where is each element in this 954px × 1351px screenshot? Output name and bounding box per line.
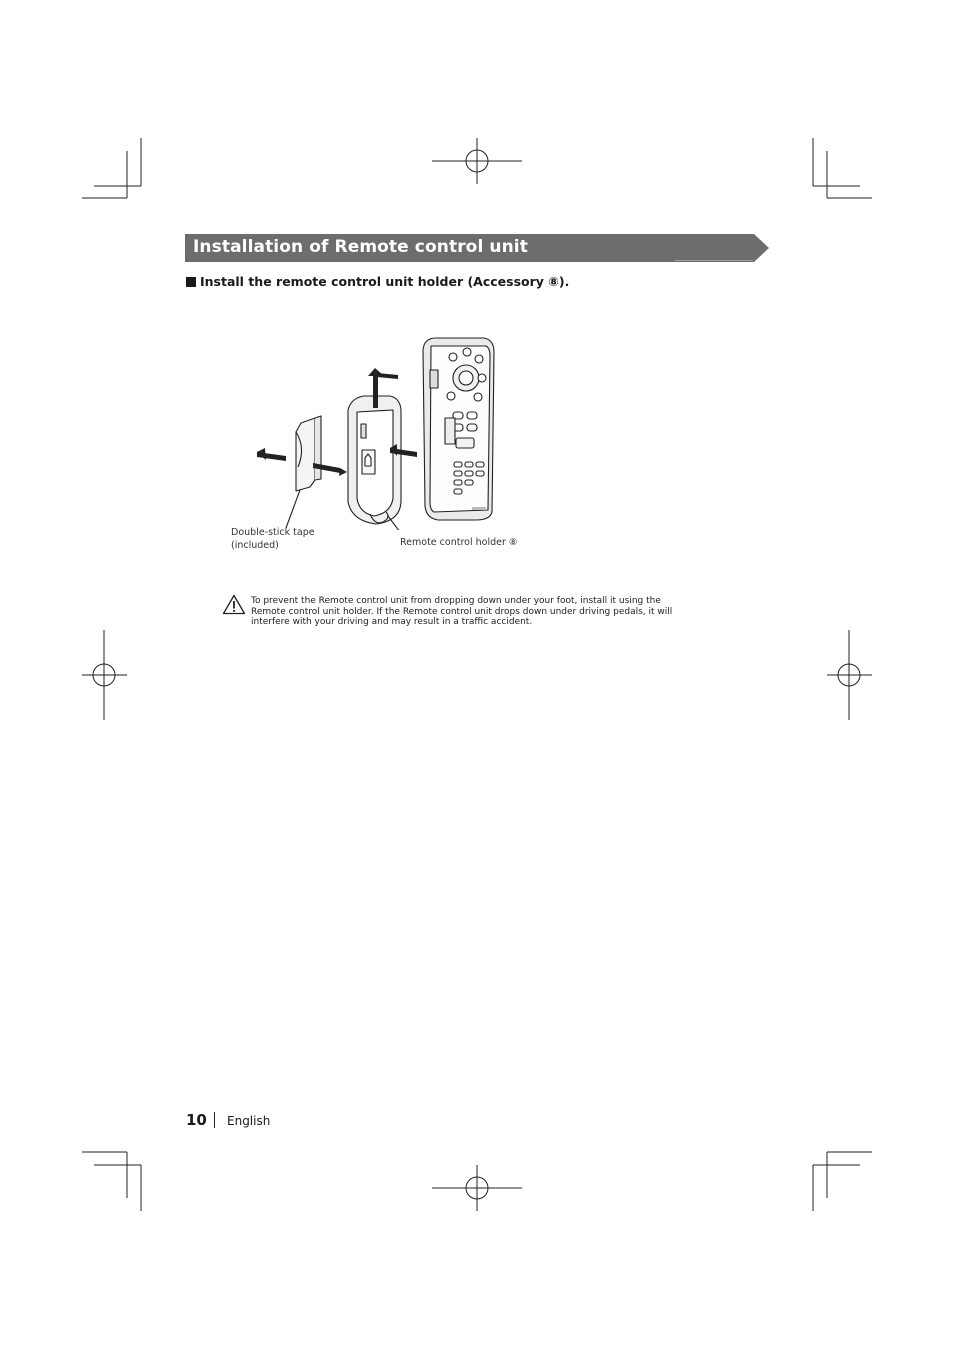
section-title: Installation of Remote control unit	[193, 237, 528, 257]
figure-label-tape-line2: (included)	[231, 540, 279, 551]
warning-triangle-icon	[222, 594, 246, 615]
figure-label-tape	[231, 526, 315, 552]
page-separator	[214, 1112, 215, 1128]
page-number: 10	[186, 1111, 207, 1129]
page-language: English	[227, 1114, 271, 1128]
square-bullet-icon	[186, 277, 196, 287]
figure-label-tape-line1: Double-stick tape	[231, 527, 315, 538]
warning-text: To prevent the Remote control unit from dropping down under your foot, install it using the Remote control unit holder. If the Remote control unit drops down under driving pedals, it will interfere with your driving and may result in a traffic accident.	[251, 596, 673, 628]
remote-control-holder	[348, 396, 401, 524]
remote-control-unit	[423, 338, 494, 520]
subheading	[186, 274, 569, 289]
figure-label-holder: Remote control holder ⑧	[400, 537, 518, 548]
section-header	[185, 234, 769, 262]
subheading-text: Install the remote control unit holder (Accessory ⑧).	[200, 274, 570, 289]
double-stick-tape	[296, 416, 321, 491]
installation-illustration	[240, 330, 530, 530]
